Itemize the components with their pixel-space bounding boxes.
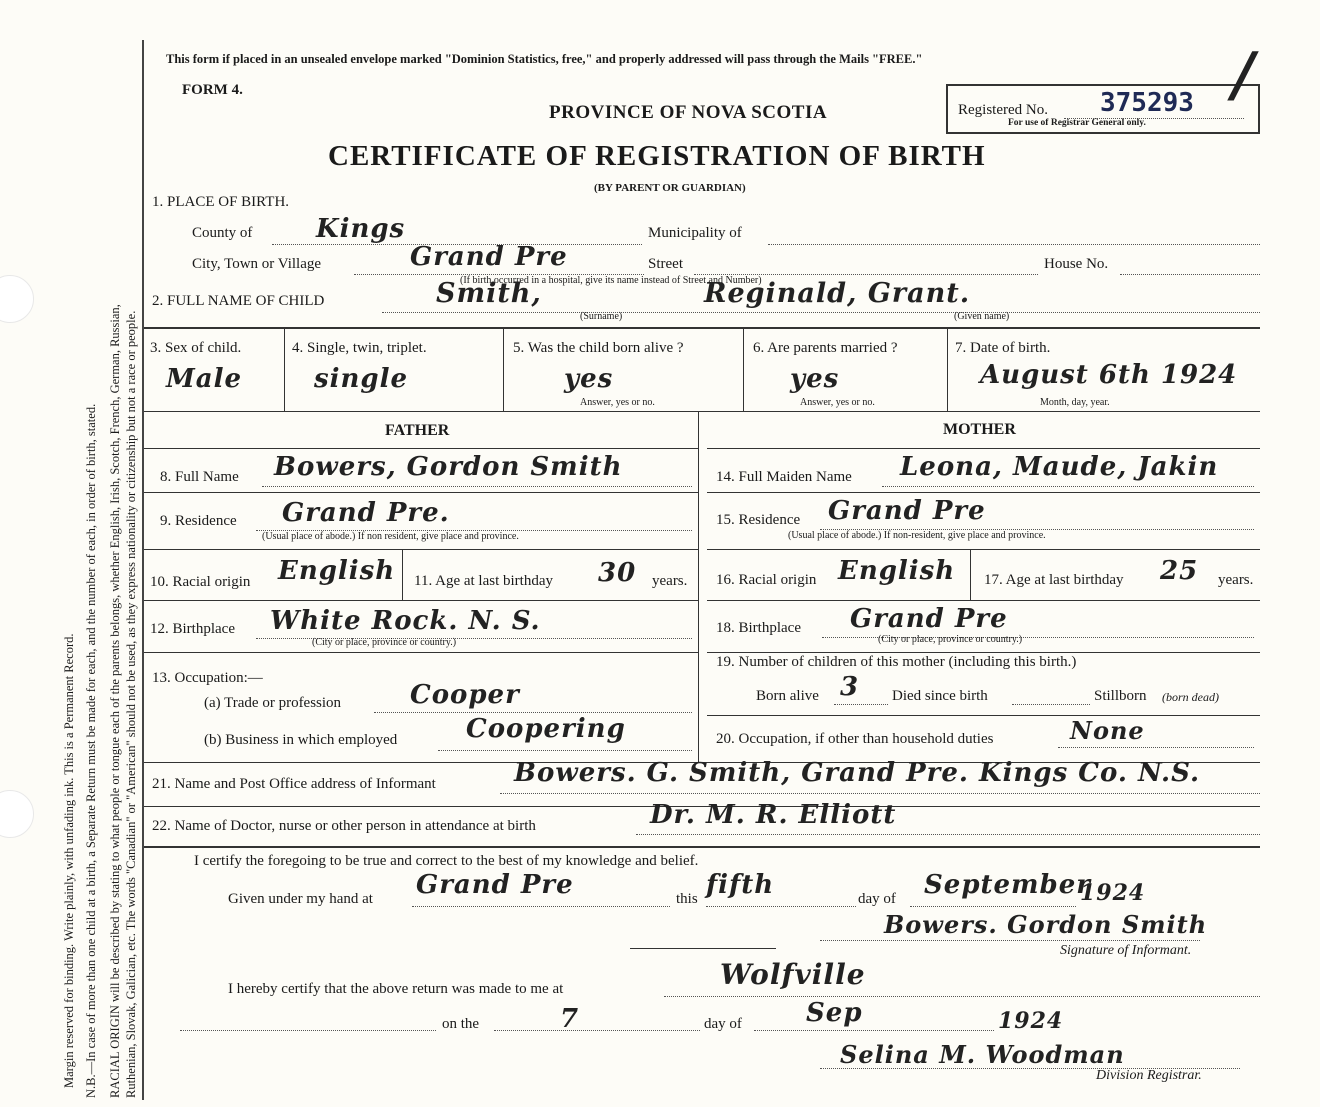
mother-name-value: Leona, Maude, Jakin	[900, 452, 1219, 482]
registrar-year-value: 1924	[998, 1008, 1064, 1034]
father-residence-label: 9. Residence	[160, 513, 237, 529]
registrar-day-value: 7	[560, 1004, 580, 1034]
province-title: PROVINCE OF NOVA SCOTIA	[549, 102, 828, 123]
sex-label: 3. Sex of child.	[150, 340, 242, 356]
informant-signature-caption: Signature of Informant.	[1060, 943, 1192, 958]
born-alive-value: 3	[840, 672, 860, 702]
certificate-title: CERTIFICATE OF REGISTRATION OF BIRTH	[328, 140, 986, 172]
house-label: House No.	[1044, 256, 1109, 272]
alive-label: 5. Was the child born alive ?	[513, 340, 684, 356]
mother-occupation-value: None	[1070, 716, 1145, 745]
mother-age-value: 25	[1160, 556, 1199, 586]
alive-note: Answer, yes or no.	[580, 397, 655, 408]
informant-signature: Bowers. Gordon Smith	[884, 910, 1208, 939]
rule-m-6	[707, 715, 1260, 716]
rule-doctor	[144, 846, 1260, 848]
died-since-birth-label: Died since birth	[892, 688, 988, 704]
sex-value: Male	[166, 364, 243, 394]
binding-hole-top	[0, 275, 34, 323]
father-trade-line	[374, 712, 692, 713]
rule-f-5	[144, 652, 698, 653]
rule-m-3	[707, 549, 1260, 550]
binding-hole-bottom	[0, 790, 34, 838]
mother-children-label: 19. Number of children of this mother (including this birth.)	[716, 654, 1077, 670]
informant-label: 21. Name and Post Office address of Informant	[152, 776, 436, 792]
child-given-name: Reginald, Grant.	[704, 278, 971, 309]
city-value: Grand Pre	[410, 242, 568, 272]
informant-line	[500, 793, 1260, 794]
margin-note-1: Margin reserved for binding. Write plainly, with unfading ink. This is a Permanent Record.	[62, 633, 76, 1088]
given-place-value: Grand Pre	[416, 870, 574, 900]
margin-note-2: N.B.—In case of more than one child at a birth, a Separate Return must be made for each, and the number of each, in order of birth, stated.	[84, 403, 98, 1098]
rule-f-2	[144, 492, 698, 493]
father-business-line	[438, 750, 692, 751]
informant-signature-line	[820, 940, 1200, 941]
cert-day-of-label: day of	[858, 891, 896, 907]
given-under-label: Given under my hand at	[228, 891, 373, 907]
registrar-day-of-label: day of	[704, 1016, 742, 1032]
certificate-subtitle: (BY PARENT OR GUARDIAN)	[594, 182, 746, 194]
hospital-note: (If birth occurred in a hospital, give its name instead of Street and Number)	[460, 275, 762, 286]
father-age-years: years.	[652, 573, 688, 589]
mother-racial-value: English	[838, 556, 956, 586]
rule-m-4	[707, 600, 1260, 601]
mother-name-label: 14. Full Maiden Name	[716, 469, 852, 485]
cert-day-line	[706, 906, 856, 907]
cert-day-value: fifth	[706, 870, 775, 900]
mother-birthplace-value: Grand Pre	[850, 604, 1008, 634]
rule-v-1	[284, 328, 285, 411]
stillborn-note: (born dead)	[1162, 690, 1219, 704]
born-alive-line	[834, 704, 888, 705]
registrar-signature: Selina M. Woodman	[840, 1040, 1125, 1069]
mother-birthplace-note: (City or place, province or country.)	[878, 634, 1023, 645]
dob-note: Month, day, year.	[1040, 397, 1110, 408]
married-label: 6. Are parents married ?	[753, 340, 898, 356]
doctor-value: Dr. M. R. Elliott	[650, 800, 897, 830]
father-birthplace-note: (City or place, province or country.)	[312, 637, 457, 648]
municipality-label: Municipality of	[648, 225, 742, 241]
mother-heading: MOTHER	[943, 421, 1016, 438]
mother-residence-label: 15. Residence	[716, 512, 801, 528]
county-value: Kings	[316, 214, 406, 244]
father-business-label: (b) Business in which employed	[204, 732, 398, 748]
registered-label: Registered No.	[958, 102, 1048, 118]
cert-month-line	[910, 906, 1076, 907]
street-label: Street	[648, 256, 683, 272]
rule-f-4	[144, 600, 698, 601]
registered-number: 375293	[1100, 88, 1194, 118]
registrar-lead-line	[180, 1030, 436, 1031]
rule-top	[144, 327, 1260, 329]
margin-rule	[142, 40, 144, 1100]
certify-statement: I certify the foregoing to be true and correct to the best of my knowledge and belief.	[194, 853, 699, 869]
father-birthplace-label: 12. Birthplace	[150, 621, 235, 637]
margin-note-4: Ruthenian, Slovak, Galician, etc. The words "Canadian" or "American" should not be used, as they express nationality or citizenship but not a race or people.	[124, 310, 138, 1098]
house-line	[1120, 274, 1260, 275]
rule-f-3	[144, 549, 698, 550]
mother-name-line	[882, 486, 1254, 487]
father-occupation-label: 13. Occupation:—	[152, 670, 263, 686]
registered-box	[946, 84, 1260, 134]
mother-occupation-line	[1058, 747, 1254, 748]
given-name-note: (Given name)	[954, 311, 1010, 322]
mail-note: This form if placed in an unsealed envelope marked "Dominion Statistics, free," and properly addressed will pass through the Mails "FREE."	[166, 52, 923, 66]
surname-note: (Surname)	[580, 311, 623, 322]
plurality-value: single	[314, 364, 409, 394]
stillborn-label: Stillborn	[1094, 688, 1147, 704]
form-number: FORM 4.	[182, 82, 243, 98]
father-abode-note: (Usual place of abode.) If non resident, give place and province.	[262, 531, 519, 542]
father-name-line	[262, 486, 692, 487]
rule-m-racial	[970, 550, 971, 600]
registrar-statement: I hereby certify that the above return was made to me at	[228, 981, 564, 997]
married-value: yes	[790, 364, 840, 394]
cert-year-value: 1924	[1080, 880, 1146, 906]
registrar-on-the-label: on the	[442, 1016, 480, 1032]
mother-occupation-label: 20. Occupation, if other than household duties	[716, 731, 994, 747]
married-note: Answer, yes or no.	[800, 397, 875, 408]
rule-v-2	[503, 328, 504, 411]
father-name-label: 8. Full Name	[160, 469, 239, 485]
father-racial-label: 10. Racial origin	[150, 574, 251, 590]
dob-value: August 6th 1924	[980, 360, 1238, 390]
father-name-value: Bowers, Gordon Smith	[274, 452, 623, 482]
mother-residence-value: Grand Pre	[828, 496, 986, 526]
informant-value: Bowers. G. Smith, Grand Pre. Kings Co. N.S.	[514, 758, 1201, 788]
father-racial-value: English	[278, 556, 396, 586]
given-place-line	[412, 906, 670, 907]
dob-label: 7. Date of birth.	[955, 340, 1051, 356]
father-business-value: Coopering	[466, 714, 626, 744]
registrar-place-value: Wolfville	[720, 958, 866, 991]
registration-mark: /	[1232, 40, 1255, 110]
registrar-month-value: Sep	[806, 998, 863, 1028]
registrar-day-line	[494, 1030, 700, 1031]
alive-value: yes	[564, 364, 614, 394]
father-birthplace-value: White Rock. N. S.	[270, 606, 541, 636]
mother-age-years: years.	[1218, 572, 1254, 588]
doctor-line	[636, 834, 1260, 835]
plurality-label: 4. Single, twin, triplet.	[292, 340, 427, 356]
city-label: City, Town or Village	[192, 256, 322, 272]
father-residence-value: Grand Pre.	[282, 498, 450, 528]
rule-row3	[144, 411, 1260, 412]
rule-m-1	[707, 448, 1260, 449]
this-label: this	[676, 891, 698, 907]
divider-short	[630, 948, 776, 949]
rule-v-4	[947, 328, 948, 411]
cert-month-value: September	[924, 870, 1091, 900]
father-trade-value: Cooper	[410, 680, 520, 710]
county-label: County of	[192, 225, 253, 241]
registrar-month-line	[754, 1030, 994, 1031]
father-heading: FATHER	[385, 422, 450, 439]
father-age-value: 30	[598, 558, 637, 588]
father-age-label: 11. Age at last birthday	[414, 573, 553, 589]
rule-f-racial	[402, 550, 403, 600]
born-alive-label: Born alive	[756, 688, 819, 704]
rule-center	[698, 412, 699, 762]
rule-m-2	[707, 492, 1260, 493]
registrar-place-line	[664, 996, 1260, 997]
child-name-line	[382, 312, 1260, 313]
mother-age-label: 17. Age at last birthday	[984, 572, 1124, 588]
margin-note-3: RACIAL ORIGIN will be described by stating to what people or tongue each of the parents belongs, whether English, Irish, Scotch, French, German, Russian,	[108, 304, 122, 1098]
rule-f-1	[144, 448, 698, 449]
rule-m-5	[707, 652, 1260, 653]
child-surname: Smith,	[436, 278, 542, 309]
municipality-line	[768, 244, 1260, 245]
mother-racial-label: 16. Racial origin	[716, 572, 817, 588]
child-name-label: 2. FULL NAME OF CHILD	[152, 293, 325, 309]
rule-v-3	[743, 328, 744, 411]
died-since-birth-line	[1012, 704, 1090, 705]
father-trade-label: (a) Trade or profession	[204, 695, 342, 711]
doctor-label: 22. Name of Doctor, nurse or other person in attendance at birth	[152, 818, 536, 834]
registrar-caption: Division Registrar.	[1096, 1068, 1202, 1083]
registrar-note: For use of Registrar General only.	[1008, 118, 1146, 128]
mother-abode-note: (Usual place of abode.) If non-resident, give place and province.	[788, 530, 1046, 541]
mother-birthplace-label: 18. Birthplace	[716, 620, 801, 636]
place-of-birth-heading: 1. PLACE OF BIRTH.	[152, 194, 290, 210]
